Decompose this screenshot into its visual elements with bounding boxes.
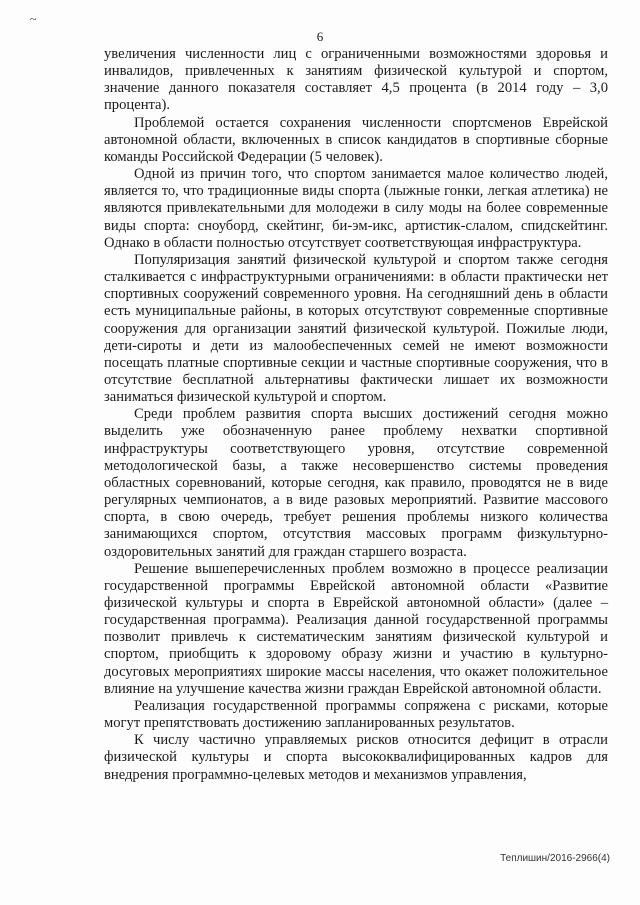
paragraph: Популяризация занятий физической культурой и спортом также сегодня сталкивается с инфраструктурными ограничениями: в области практически нет спортивных сооружений современного уровня. На сегодняшний день в области есть муниципальные районы, в которых отсутствуют современные спортивные сооружения для организации занятий физической культурой. Пожилые люди, дети-сироты и дети из малообеспеченных семей не имеют возможности посещать платные спортивные секции и частные спортивные сооружения, что в отсутствие бесплатной альтернативы фактически лишает их возможности заниматься физической культурой и спортом. [104,251,608,406]
paragraph: Среди проблем развития спорта высших достижений сегодня можно выделить уже обозначенную ранее проблему нехватки спортивной инфраструктуры соответствующего уровня, отсутствие современной методологической базы, а также несовершенство системы проведения областных соревнований, которые сегодня, как правило, проводятся не в виде регулярных чемпионатов, а в виде разовых мероприятий. Развитие массового спорта, в свою очередь, требует решения проблемы низкого количества занимающихся спортом, отсутствия массовых программ физкультурно-оздоровительных занятий для граждан старшего возраста. [104,406,608,560]
paragraph: Реализация государственной программы сопряжена с рисками, которые могут препятствовать достижению запланированных результатов. [104,697,608,732]
paragraph: Решение вышеперечисленных проблем возможно в процессе реализации государственной программы Еврейской автономной области «Развитие физической культуры и спорта в Еврейской автономной области» (далее – государственная программа). Реализация данной государственной программы позволит привлечь к систематическим занятиям физической культурой и спортом, приобщить к здоровому образу жизни и участию в культурно-досуговых мероприятиях широкие массы населения, что окажет положительное влияние на улучшение качества жизни граждан Еврейской автономной области. [104,560,608,697]
corner-mark: ~ [30,12,37,26]
paragraph-continuation: увеличения численности лиц с ограниченными возможностями здоровья и инвалидов, привлеченных к занятиям физической культурой и спортом, значение данного показателя составляет 4,5 процента (в 2014 году – 3,0 процента). [104,46,608,114]
paragraph: Проблемой остается сохранения численности спортсменов Еврейской автономной области, включенных в список кандидатов в спортивные сборные команды Российской Федерации (5 человек). [104,114,608,165]
body-text [104,46,608,784]
page-number: 6 [316,29,324,44]
paragraph: Одной из причин того, что спортом занимается малое количество людей, является то, что традиционные виды спорта (лыжные гонки, легкая атлетика) не являются привлекательными для молодежи в силу моды на более современные виды спорта: сноуборд, скейтинг, би-эм-икс, артистик-слалом, спидскейтинг. Однако в области полностью отсутствует соответствующая инфраструктура. [104,166,608,251]
document-code: Теплишин/2016-2966(4) [500,853,610,864]
paragraph: К числу частично управляемых рисков относится дефицит в отрасли физической культуры и спорта высококвалифицированных кадров для внедрения программно-целевых методов и механизмов управления, [104,732,608,783]
